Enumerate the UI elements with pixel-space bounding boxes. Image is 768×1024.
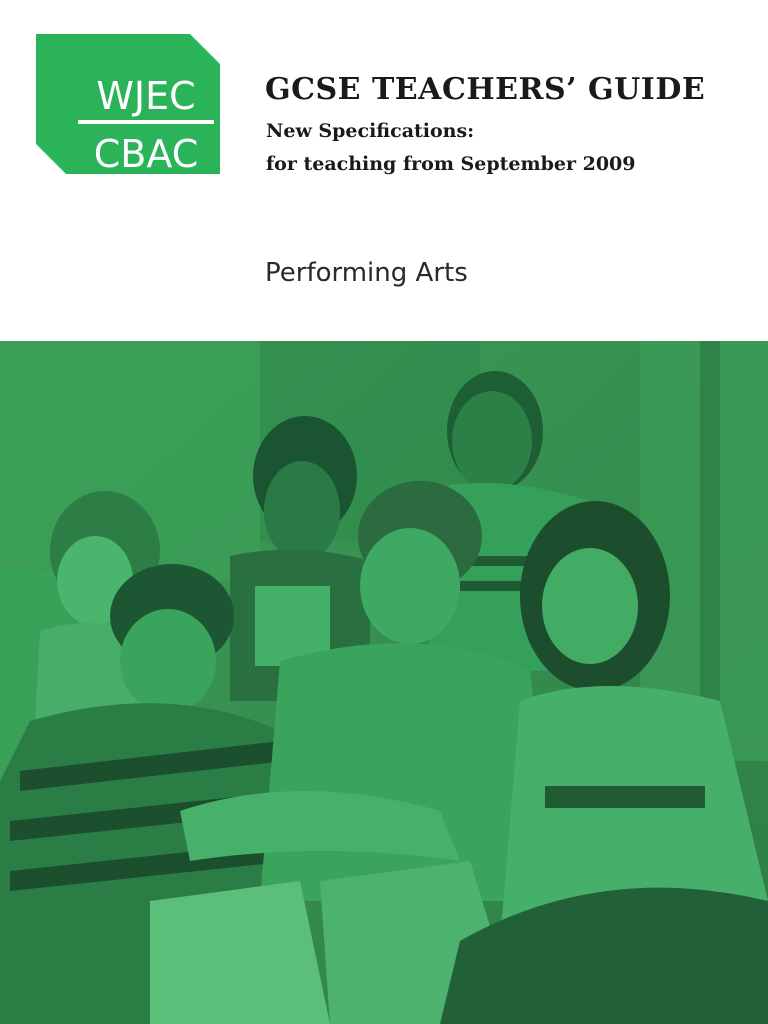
logo-wjec-text: WJEC <box>96 74 196 118</box>
subtitle-line-2: for teaching from September 2009 <box>266 153 636 175</box>
subject-title: Performing Arts <box>265 258 468 288</box>
guide-title: GCSE TEACHERS’ GUIDE <box>265 72 706 107</box>
cover-header <box>0 0 768 341</box>
wjec-cbac-logo <box>36 34 220 174</box>
subtitle-line-1: New Specifications: <box>266 120 475 142</box>
logo-cbac-text: CBAC <box>93 132 199 176</box>
students-group-photo <box>0 341 768 1024</box>
